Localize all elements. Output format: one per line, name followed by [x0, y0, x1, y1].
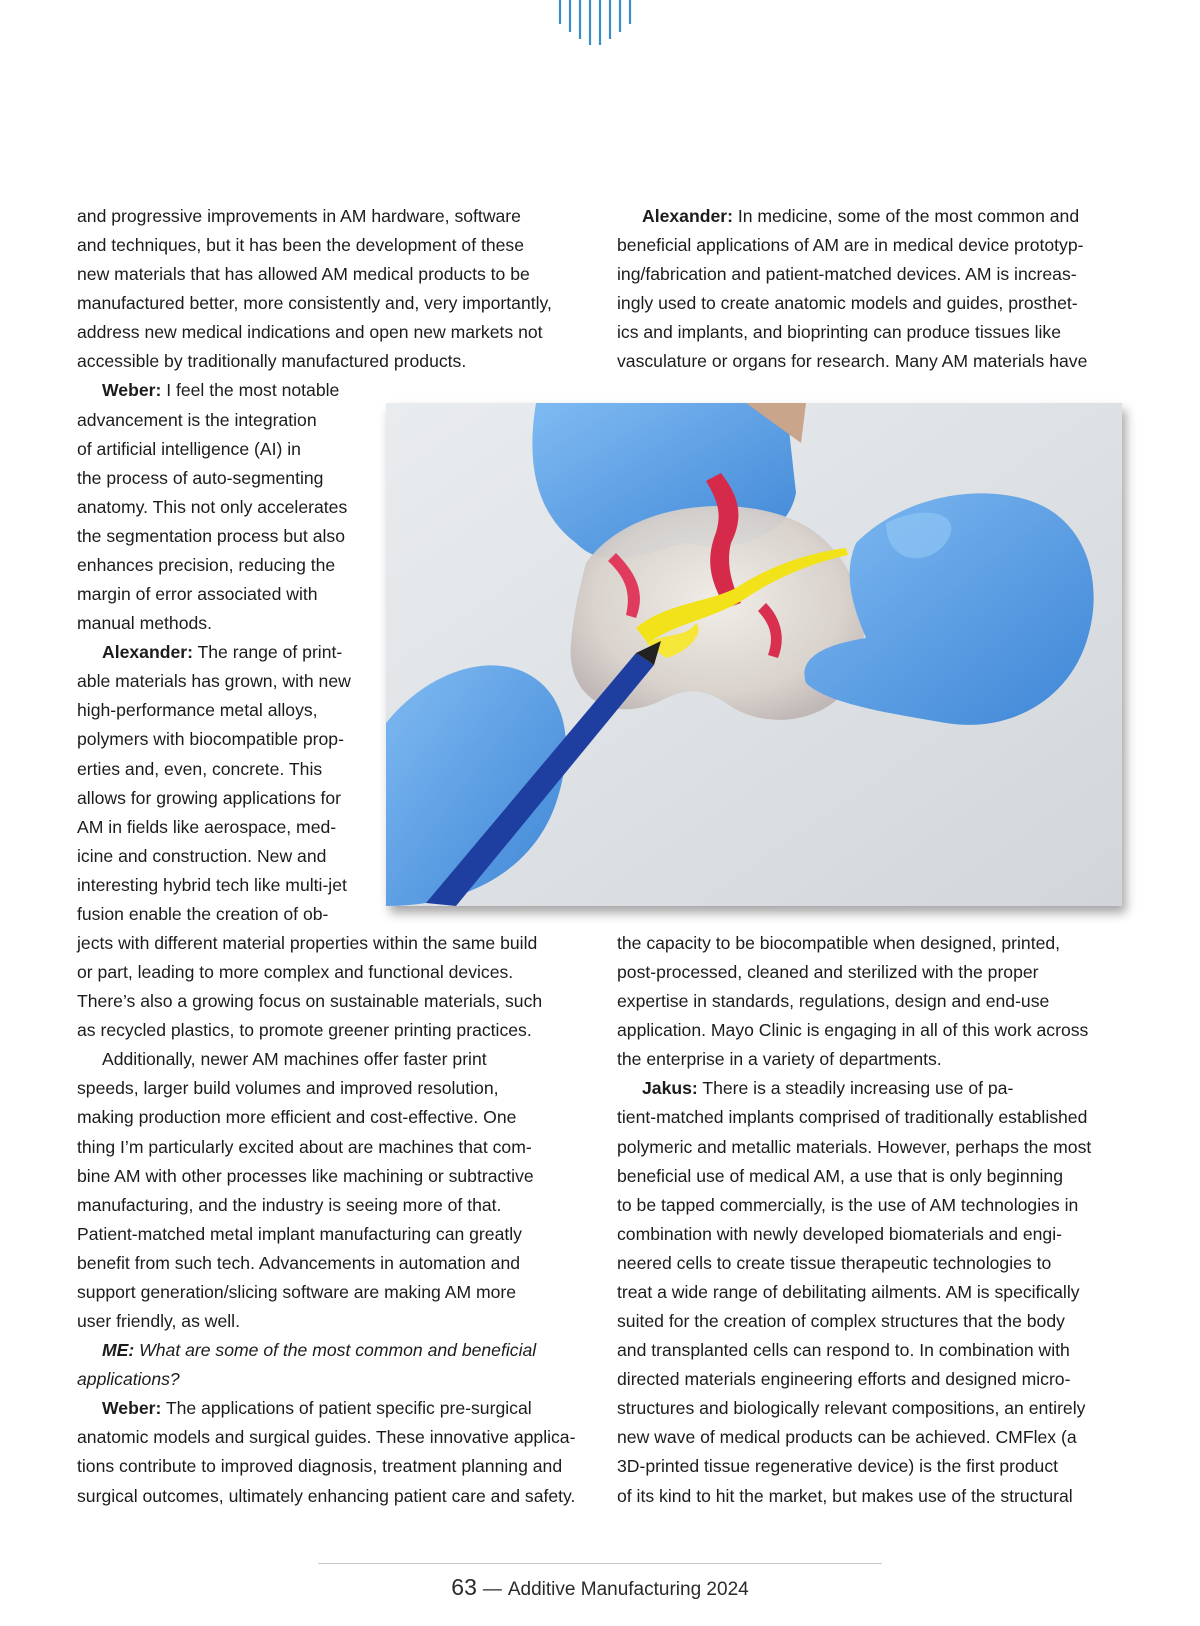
text-run: In medicine, some of the most common and — [732, 206, 1080, 226]
text-run: allows for growing applications for — [77, 787, 342, 808]
text-line — [77, 900, 328, 929]
text-run: Additionally, newer AM machines offer faster print — [102, 1049, 487, 1070]
text-run: and progressive improvements in AM hardware, software — [77, 206, 521, 226]
text-line — [77, 1191, 501, 1220]
text-line — [77, 755, 322, 784]
text-run: the segmentation process but also — [77, 525, 345, 546]
text-line — [77, 1482, 575, 1511]
text-run: new materials that has allowed AM medical products to be — [77, 264, 530, 285]
text-line — [617, 289, 1078, 318]
text-line — [102, 1336, 536, 1365]
text-line — [77, 1452, 562, 1481]
text-line — [77, 667, 351, 696]
text-run: able materials has grown, with new — [77, 671, 351, 692]
text-run: or part, leading to more complex and functional devices. — [77, 962, 514, 983]
text-line — [77, 1133, 532, 1162]
text-line — [77, 435, 301, 464]
text-line — [617, 1249, 1051, 1278]
page-number: 63 — [451, 1574, 477, 1600]
text-run: post-processed, cleaned and sterilized with the proper — [617, 962, 1039, 983]
text-line — [617, 1191, 1078, 1220]
text-run: to be tapped commercially, is the use of AM technologies in — [617, 1194, 1079, 1215]
text-run: ics and implants, and bioprinting can produce tissues like — [617, 322, 1062, 343]
text-run: There is a steadily increasing use of pa- — [697, 1078, 1014, 1099]
text-line — [617, 1336, 1070, 1365]
text-run: accessible by traditionally manufactured products. — [77, 351, 467, 372]
text-line — [617, 1133, 1091, 1162]
text-run: application. Mayo Clinic is engaging in all of this work across — [617, 1020, 1089, 1041]
text-line — [617, 1452, 1058, 1481]
speaker-name: Weber: — [102, 1398, 162, 1419]
text-line — [617, 260, 1077, 289]
speaker-name: Weber: — [102, 380, 162, 401]
text-run: Patient-matched metal implant manufacturing can greatly — [77, 1223, 522, 1244]
text-run: manufactured better, more consistently and, very importantly, — [77, 293, 552, 314]
text-line — [642, 202, 1079, 231]
text-run: fusion enable the creation of ob- — [77, 903, 329, 924]
text-run: manufacturing, and the industry is seeing more of that. — [77, 1194, 502, 1215]
text-line — [77, 464, 323, 493]
text-line — [77, 231, 524, 260]
text-run: support generation/slicing software are making AM more — [77, 1281, 517, 1302]
text-run: jects with different material properties within the same build — [77, 933, 538, 953]
text-line — [77, 1220, 522, 1249]
text-run: as recycled plastics, to promote greener printing practices. — [77, 1020, 532, 1041]
text-run: ing/fabrication and patient-matched devices. AM is increas- — [617, 264, 1077, 285]
text-run: beneficial use of medical AM, a use that is only beginning — [617, 1165, 1063, 1186]
text-line — [77, 202, 521, 231]
speaker-name: Alexander: — [102, 642, 193, 663]
text-run: treat a wide range of debilitating ailments. AM is specifically — [617, 1281, 1080, 1302]
text-run: surgical outcomes, ultimately enhancing patient care and safety. — [77, 1485, 576, 1506]
footer-separator: — — [482, 1579, 502, 1600]
text-run: neered cells to create tissue therapeutic technologies to — [617, 1252, 1052, 1273]
text-run: of its kind to hit the market, but makes use of the structural — [617, 1485, 1073, 1506]
text-line — [77, 260, 530, 289]
text-line — [617, 231, 1083, 260]
decorative-stripes-icon — [556, 0, 640, 48]
text-run: anatomic models and surgical guides. These innovative applica- — [77, 1427, 576, 1448]
text-line — [77, 609, 212, 638]
text-run: ingly used to create anatomic models and guides, prosthet- — [617, 293, 1078, 314]
text-run: bine AM with other processes like machining or subtractive — [77, 1165, 534, 1186]
text-line — [77, 1278, 516, 1307]
text-run: 3D-printed tissue regenerative device) is the first product — [617, 1456, 1059, 1477]
text-run: user friendly, as well. — [77, 1311, 240, 1332]
text-line — [77, 1307, 240, 1336]
text-run: new wave of medical products can be achieved. CMFlex (a — [617, 1427, 1077, 1448]
text-run: tions contribute to improved diagnosis, treatment planning and — [77, 1456, 563, 1477]
text-line — [617, 1423, 1077, 1452]
text-run: suited for the creation of complex structures that the body — [617, 1311, 1065, 1332]
text-line — [77, 1103, 516, 1132]
text-run: tient-matched implants comprised of traditionally established — [617, 1107, 1088, 1128]
text-run: the enterprise in a variety of departments. — [617, 1049, 942, 1070]
text-line — [77, 318, 543, 347]
text-line — [617, 1278, 1080, 1307]
text-line — [617, 1394, 1085, 1423]
text-line — [617, 1307, 1065, 1336]
text-line — [617, 929, 1060, 958]
publication-name: Additive Manufacturing 2024 — [507, 1579, 749, 1600]
text-run: combination with newly developed biomaterials and engi- — [617, 1223, 1062, 1244]
text-line — [77, 696, 318, 725]
text-run: interesting hybrid tech like multi-jet — [77, 874, 347, 895]
text-line — [617, 1103, 1087, 1132]
text-line — [77, 1423, 575, 1452]
speaker-name: Jakus: — [642, 1078, 698, 1099]
text-line — [77, 347, 466, 376]
text-run: of artificial intelligence (AI) in — [77, 438, 301, 459]
text-line — [102, 638, 342, 667]
text-run: icine and construction. New and — [77, 845, 327, 866]
text-run: AM in fields like aerospace, med- — [77, 816, 337, 837]
text-run: expertise in standards, regulations, design and end-use — [617, 991, 1050, 1012]
text-line — [617, 1016, 1088, 1045]
text-run: advancement is the integration — [77, 409, 317, 430]
text-line — [617, 1220, 1062, 1249]
text-run: address new medical indications and open new markets not — [77, 322, 543, 343]
text-line — [77, 958, 513, 987]
kidney-model-photo — [386, 403, 1122, 906]
text-run: vasculature or organs for research. Many AM materials have — [617, 351, 1088, 372]
text-line — [77, 580, 318, 609]
text-run: speeds, larger build volumes and improved resolution, — [77, 1078, 499, 1099]
text-run: the capacity to be biocompatible when designed, printed, — [617, 933, 1061, 953]
footer-rule — [318, 1563, 882, 1564]
text-line — [617, 1045, 942, 1074]
text-run: and techniques, but it has been the development of these — [77, 235, 525, 256]
text-run: beneficial applications of AM are in medical device prototyp- — [617, 235, 1084, 256]
text-run: high-performance metal alloys, — [77, 700, 318, 721]
text-run: benefit from such tech. Advancements in automation and — [77, 1252, 521, 1273]
text-line — [642, 1074, 1013, 1103]
text-line — [77, 871, 347, 900]
text-line — [617, 347, 1087, 376]
text-line — [77, 289, 552, 318]
speaker-name: Alexander: — [642, 206, 733, 226]
text-line — [617, 987, 1049, 1016]
text-run: making production more efficient and cost-effective. One — [77, 1107, 517, 1128]
speaker-name: ME: — [102, 1340, 135, 1361]
text-line — [77, 493, 347, 522]
text-run: erties and, even, concrete. This — [77, 758, 323, 779]
text-run: applications? — [77, 1369, 180, 1390]
text-line — [617, 1482, 1073, 1511]
text-line — [617, 318, 1061, 347]
text-line — [77, 406, 317, 435]
text-run: and transplanted cells can respond to. In combination with — [617, 1340, 1070, 1361]
text-line — [77, 522, 345, 551]
text-run: There’s also a growing focus on sustainable materials, such — [77, 991, 543, 1012]
text-line — [617, 958, 1039, 987]
text-run: The applications of patient specific pre-surgical — [161, 1398, 532, 1419]
text-line — [617, 1162, 1063, 1191]
text-run: What are some of the most common and beneficial — [134, 1340, 537, 1361]
text-run: polymeric and metallic materials. However, perhaps the most — [617, 1136, 1092, 1157]
text-line — [102, 376, 339, 405]
text-run: directed materials engineering efforts and designed micro- — [617, 1369, 1071, 1390]
text-line — [77, 784, 341, 813]
text-line — [77, 551, 335, 580]
text-run: The range of print- — [192, 642, 343, 663]
text-run: anatomy. This not only accelerates — [77, 496, 348, 517]
text-line — [77, 842, 326, 871]
text-run: enhances precision, reducing the — [77, 554, 336, 575]
text-line — [77, 1074, 499, 1103]
text-line — [617, 1365, 1070, 1394]
text-run: margin of error associated with — [77, 584, 318, 605]
text-run: polymers with biocompatible prop- — [77, 729, 344, 750]
text-line — [102, 1394, 532, 1423]
text-line — [102, 1045, 487, 1074]
text-line — [77, 1016, 532, 1045]
text-line — [77, 813, 336, 842]
text-line — [77, 725, 344, 754]
text-line — [77, 929, 537, 958]
text-line — [77, 1162, 534, 1191]
text-run: manual methods. — [77, 613, 212, 634]
text-run: I feel the most notable — [161, 380, 340, 401]
text-run: structures and biologically relevant compositions, an entirely — [617, 1398, 1086, 1419]
text-line — [77, 1249, 520, 1278]
text-run: thing I’m particularly excited about are machines that com- — [77, 1136, 532, 1157]
text-line — [77, 1365, 180, 1394]
text-run: the process of auto-segmenting — [77, 467, 324, 488]
page-footer — [0, 1574, 1200, 1601]
text-line — [77, 987, 542, 1016]
